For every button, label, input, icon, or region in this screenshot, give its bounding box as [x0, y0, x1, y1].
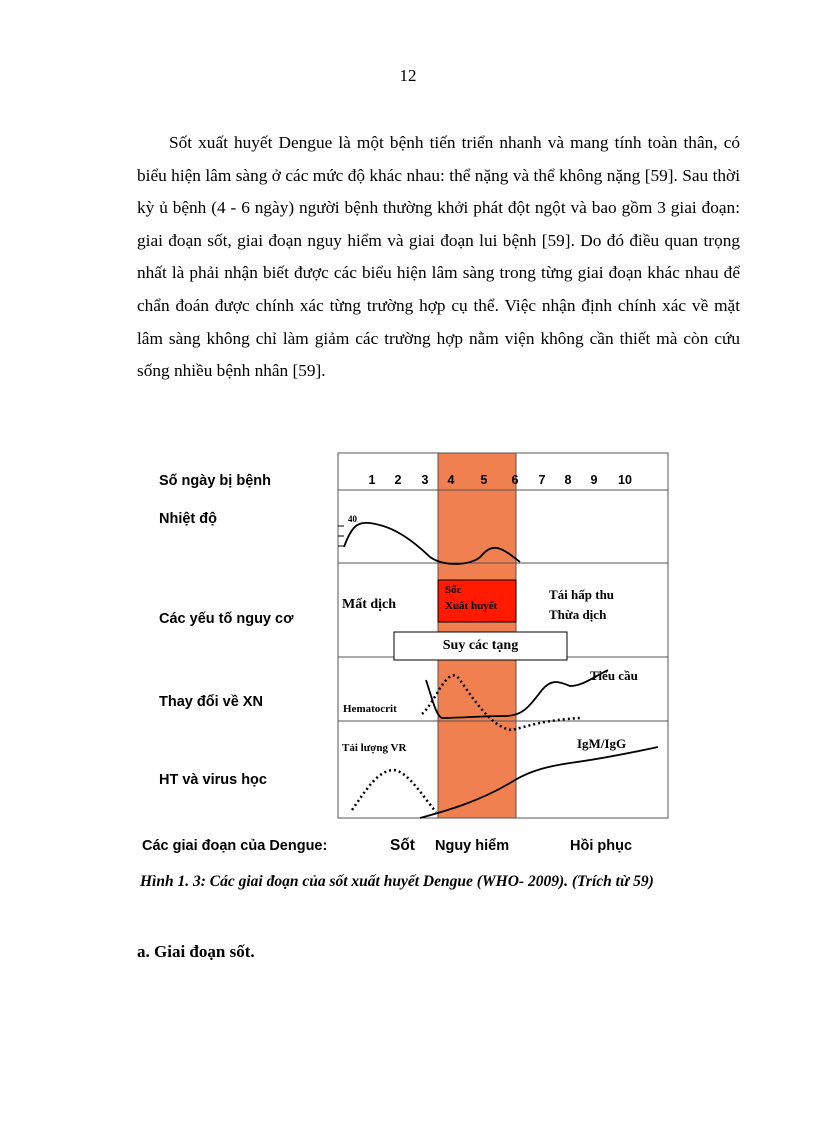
temp-tick-label: 40 [348, 514, 357, 524]
dengue-phases-figure [130, 450, 750, 880]
label-igm-igg: IgM/IgG [577, 736, 627, 751]
section-heading: a. Giai đoạn sốt. [137, 942, 255, 961]
label-platelets: Tiểu cầu [590, 668, 638, 683]
day-number: 9 [590, 473, 598, 487]
label-fluid-loss: Mất dịch [342, 597, 397, 612]
figure-caption: Hình 1. 3: Các giai đoạn của sốt xuất huyết Dengue (WHO- 2009). (Trích từ 59) [140, 873, 654, 890]
day-number: 2 [394, 473, 402, 487]
day-number: 6 [511, 473, 519, 487]
day-number: 7 [538, 473, 546, 487]
label-shock: Sốc [445, 584, 462, 596]
day-number: 3 [421, 473, 429, 487]
label-phase-critical: Nguy hiểm [435, 838, 510, 854]
label-lab-changes: Thay đổi về XN [159, 694, 263, 710]
viral-load-curve [352, 770, 436, 812]
label-hematocrit: Hematocrit [343, 703, 397, 715]
label-days-sick: Số ngày bị bệnh [159, 473, 271, 489]
day-number: 5 [480, 473, 488, 487]
label-organ-failure: Suy các tạng [442, 638, 519, 653]
label-reabsorption: Tái hấp thu [549, 587, 615, 602]
day-number: 8 [564, 473, 572, 487]
label-fluid-overload: Thừa dịch [549, 607, 607, 622]
label-dengue-phases: Các giai đoạn của Dengue: [142, 838, 328, 854]
label-viral-load: Tải lượng VR [342, 742, 407, 754]
day-number: 1 [368, 473, 376, 487]
label-risk-factors: Các yếu tố nguy cơ [159, 611, 294, 627]
page-number: 12 [399, 66, 417, 85]
body-paragraph: Sốt xuất huyết Dengue là một bệnh tiến triển nhanh và mang tính toàn thân, có biểu hiện lâm sàng ở các mức độ khác nhau: thể nặng và thể không nặng [59]. Sau thời kỳ ủ bệnh (4 - 6 ngày) người bệnh thường khởi phát đột ngột và bao gồm 3 giai đoạn: giai đoạn sốt, giai đoạn nguy hiểm và giai đoạn lui bệnh [59]. Do đó điều quan trọng nhất là phải nhận biết được các biểu hiện lâm sàng trong từng giai đoạn khác nhau để chẩn đoán được chính xác từng trường hợp cụ thể. Việc nhận định chính xác về mặt lâm sàng không chỉ làm giảm các trường hợp nằm viện không cần thiết mà còn cứu sống nhiều bệnh nhân [59]. [137, 133, 740, 381]
day-number: 10 [618, 473, 632, 487]
figure-graphic [130, 450, 750, 880]
label-temperature: Nhiệt độ [159, 511, 217, 527]
label-phase-fever: Sốt [390, 837, 415, 854]
label-hemorrhage: Xuất huyết [445, 600, 498, 612]
label-phase-recovery: Hồi phục [570, 838, 633, 854]
day-number: 4 [447, 473, 455, 487]
label-serology: HT và virus học [159, 772, 267, 788]
